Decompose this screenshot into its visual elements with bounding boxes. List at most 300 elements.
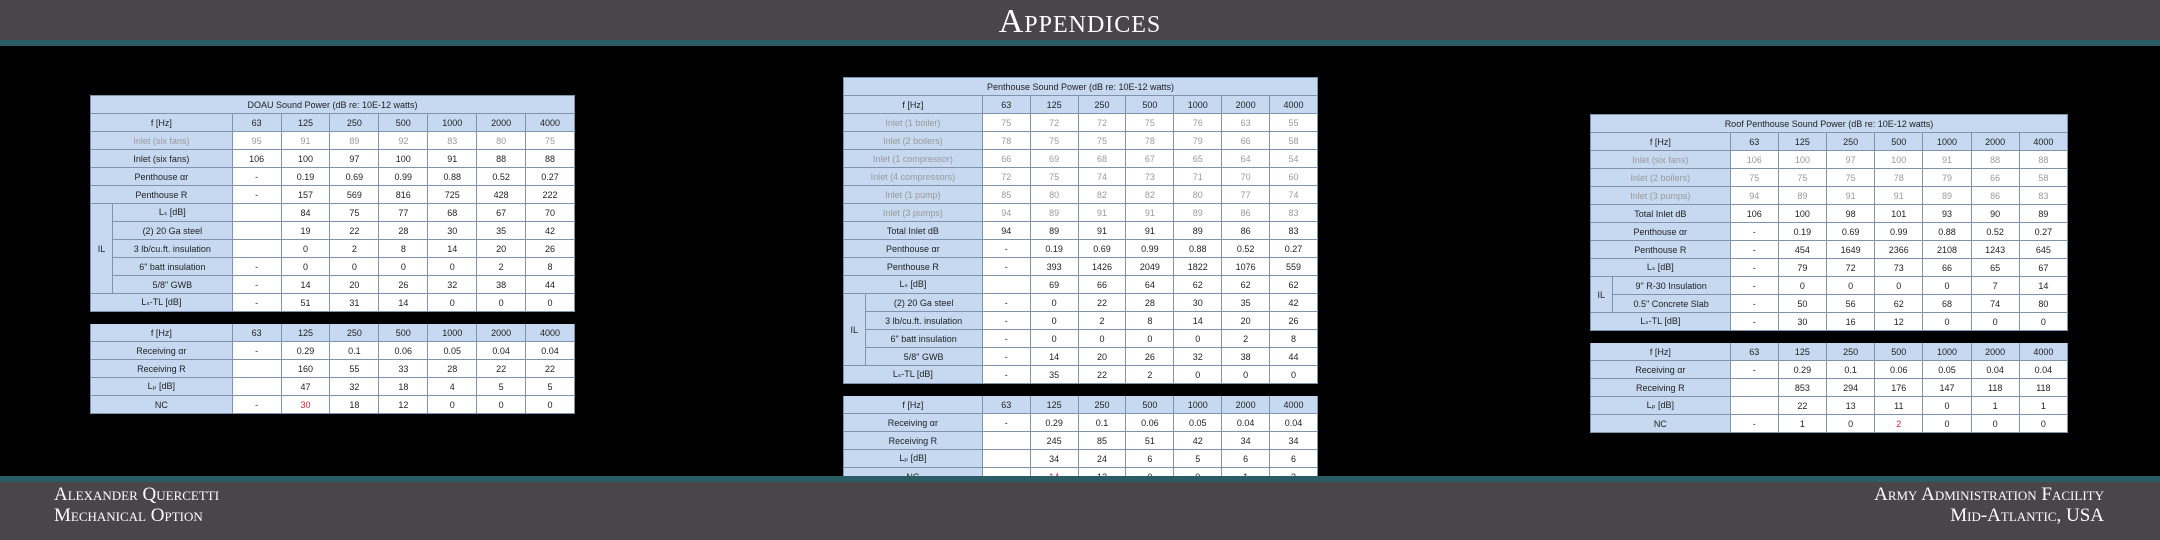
row-value: 63 xyxy=(1222,114,1270,132)
table-row xyxy=(1591,151,2068,169)
il-row-value: 2 xyxy=(477,258,526,276)
bottom-row-value: 18 xyxy=(330,396,379,414)
il-row-label: (2) 20 Ga steel xyxy=(112,222,232,240)
il-row-value: 2 xyxy=(1222,330,1270,348)
row-label: Inlet (1 compressor) xyxy=(844,150,983,168)
roof-penthouse-sound-power-table xyxy=(1590,114,2068,433)
row-value: 106 xyxy=(1730,151,1778,169)
row-value: 76 xyxy=(1174,114,1222,132)
row-value: 91 xyxy=(1078,222,1126,240)
il-row-value xyxy=(232,204,281,222)
ltl-value: 14 xyxy=(379,294,428,312)
footer-bar xyxy=(0,482,2160,540)
bottom-row-value: 294 xyxy=(1827,379,1875,397)
bottom-row-value: 853 xyxy=(1778,379,1826,397)
bottom-row xyxy=(91,342,575,360)
il-row-value: 20 xyxy=(1222,312,1270,330)
ltl-row xyxy=(844,366,1318,384)
row-value: 88 xyxy=(2019,151,2067,169)
il-group-label: IL xyxy=(1591,277,1613,313)
il-row-value: 14 xyxy=(1030,348,1078,366)
il-row-value: 0 xyxy=(1030,312,1078,330)
table-row xyxy=(1591,205,2068,223)
row-label: Total Inlet dB xyxy=(1591,205,1731,223)
band-header: 4000 xyxy=(526,114,575,132)
row-value: 89 xyxy=(1778,187,1826,205)
row-value: 86 xyxy=(1222,222,1270,240)
il-row-value: - xyxy=(232,276,281,294)
bottom-row-value: 55 xyxy=(330,360,379,378)
row-value: 62 xyxy=(1270,276,1318,294)
project-location: Mid-Atlantic, USA xyxy=(1950,505,2104,526)
row-value: 569 xyxy=(330,186,379,204)
row-value: 94 xyxy=(1730,187,1778,205)
row-value: 80 xyxy=(477,132,526,150)
bottom-row-value: 5 xyxy=(477,378,526,396)
row-value: 58 xyxy=(1270,132,1318,150)
bottom-row-value: 13 xyxy=(1827,397,1875,415)
bottom-row-value: 0.04 xyxy=(1270,414,1318,432)
bottom-row-value: 0.29 xyxy=(1778,361,1826,379)
row-value: 0.69 xyxy=(1078,240,1126,258)
il-row-value: 26 xyxy=(1270,312,1318,330)
bottom-row-value xyxy=(232,360,281,378)
bottom-row-value: 18 xyxy=(379,378,428,396)
il-row-value: 20 xyxy=(330,276,379,294)
il-row-value: 0 xyxy=(1126,330,1174,348)
row-value: - xyxy=(982,240,1030,258)
row-value: 67 xyxy=(1126,150,1174,168)
il-row-value: 2 xyxy=(1078,312,1126,330)
row-value: 82 xyxy=(1078,186,1126,204)
row-value: 88 xyxy=(526,150,575,168)
row-value: 66 xyxy=(1971,169,2019,187)
ltl-value: 0 xyxy=(428,294,477,312)
table-row xyxy=(844,150,1318,168)
bottom-row-value: 5 xyxy=(1174,450,1222,468)
row-value: 54 xyxy=(1270,150,1318,168)
table-title: Roof Penthouse Sound Power (dB re: 10E-12 watts) xyxy=(1591,115,2068,133)
bottom-band-header: 63 xyxy=(982,396,1030,414)
bottom-row-label: Receiving R xyxy=(1591,379,1731,397)
row-value: 92 xyxy=(379,132,428,150)
il-row-value: 14 xyxy=(1174,312,1222,330)
bottom-row xyxy=(1591,397,2068,415)
bottom-row-value: 42 xyxy=(1174,432,1222,450)
row-value: 816 xyxy=(379,186,428,204)
il-row-value: 7 xyxy=(1971,277,2019,295)
row-value: 428 xyxy=(477,186,526,204)
row-value xyxy=(982,276,1030,294)
bottom-row-value: 147 xyxy=(1923,379,1971,397)
row-value: 72 xyxy=(982,168,1030,186)
il-row-value: 32 xyxy=(428,276,477,294)
row-value: 100 xyxy=(1875,151,1923,169)
bottom-row-value: 0 xyxy=(428,396,477,414)
row-value: 91 xyxy=(1827,187,1875,205)
il-row-value: 22 xyxy=(1078,294,1126,312)
band-header: 1000 xyxy=(1923,133,1971,151)
il-row-value: 0 xyxy=(1875,277,1923,295)
row-label: Penthouse αr xyxy=(91,168,233,186)
bottom-row-value: 0 xyxy=(477,396,526,414)
il-row-value: 8 xyxy=(379,240,428,258)
band-header-label: f [Hz] xyxy=(844,96,983,114)
band-header-row xyxy=(91,114,575,132)
ltl-label: Lₛ-TL [dB] xyxy=(91,294,233,312)
bottom-row-value: 118 xyxy=(1971,379,2019,397)
row-value: 157 xyxy=(281,186,330,204)
il-row-value: 56 xyxy=(1827,295,1875,313)
separator-cell xyxy=(91,312,575,324)
row-label: Total Inlet dB xyxy=(844,222,983,240)
row-value: 73 xyxy=(1126,168,1174,186)
il-row-value: - xyxy=(982,294,1030,312)
row-value: 71 xyxy=(1174,168,1222,186)
row-value: - xyxy=(1730,241,1778,259)
bottom-row-value: 5 xyxy=(526,378,575,396)
row-value: 65 xyxy=(1971,259,2019,277)
row-label: Inlet (six fans) xyxy=(1591,151,1731,169)
bottom-row-value: 0.06 xyxy=(379,342,428,360)
il-row-value: 0 xyxy=(1778,277,1826,295)
row-value: 100 xyxy=(281,150,330,168)
il-row-value: 0 xyxy=(1827,277,1875,295)
bottom-row-label: Receiving αr xyxy=(91,342,233,360)
il-row xyxy=(91,222,575,240)
bottom-row xyxy=(1591,415,2068,433)
row-value: 2366 xyxy=(1875,241,1923,259)
bottom-row-value xyxy=(1730,379,1778,397)
row-value: 78 xyxy=(1875,169,1923,187)
band-header: 125 xyxy=(281,114,330,132)
row-value: 0.19 xyxy=(1030,240,1078,258)
row-value: 91 xyxy=(281,132,330,150)
il-row-value: 26 xyxy=(526,240,575,258)
bottom-row-value: 1 xyxy=(1971,397,2019,415)
table-row xyxy=(844,168,1318,186)
row-value: 91 xyxy=(1078,204,1126,222)
il-row-value: 20 xyxy=(1078,348,1126,366)
row-value: 91 xyxy=(1875,187,1923,205)
row-value: 94 xyxy=(982,222,1030,240)
row-value: 74 xyxy=(1078,168,1126,186)
il-row-value: - xyxy=(232,258,281,276)
row-value: 2108 xyxy=(1923,241,1971,259)
il-row-value: 8 xyxy=(1270,330,1318,348)
penthouse-sound-power-table xyxy=(843,77,1318,486)
bottom-row-value xyxy=(1730,397,1778,415)
bottom-row-value: 0.29 xyxy=(1030,414,1078,432)
row-value: 79 xyxy=(1923,169,1971,187)
bottom-band-header: 4000 xyxy=(1270,396,1318,414)
row-value: 0.27 xyxy=(1270,240,1318,258)
row-label: Lₛ [dB] xyxy=(1591,259,1731,277)
bottom-row-value: 34 xyxy=(1030,450,1078,468)
author-name: Alexander Quercetti xyxy=(54,484,220,505)
row-value: 94 xyxy=(982,204,1030,222)
il-row-value: 0 xyxy=(379,258,428,276)
bottom-band-header-row xyxy=(1591,343,2068,361)
il-row-value: 0 xyxy=(281,240,330,258)
bottom-row xyxy=(1591,379,2068,397)
separator-cell xyxy=(844,384,1318,396)
bottom-row-value: 47 xyxy=(281,378,330,396)
table-row xyxy=(91,150,575,168)
il-row-value: 14 xyxy=(281,276,330,294)
bottom-row-value: 2 xyxy=(1875,415,1923,433)
ltl-value: 51 xyxy=(281,294,330,312)
table-row xyxy=(844,204,1318,222)
row-value: 100 xyxy=(1778,151,1826,169)
bottom-row-value: 0.04 xyxy=(526,342,575,360)
separator-row xyxy=(91,312,575,324)
row-value: 83 xyxy=(1270,204,1318,222)
band-header: 500 xyxy=(1875,133,1923,151)
row-value: - xyxy=(1730,259,1778,277)
row-value: 88 xyxy=(477,150,526,168)
il-row-value: - xyxy=(1730,295,1778,313)
il-row xyxy=(91,258,575,276)
row-value: 0.27 xyxy=(526,168,575,186)
table-row xyxy=(91,186,575,204)
il-row-label: 9" R-30 Insulation xyxy=(1612,277,1730,295)
bottom-row-value xyxy=(232,378,281,396)
row-value: 64 xyxy=(1126,276,1174,294)
table-row xyxy=(1591,259,2068,277)
table-row xyxy=(844,276,1318,294)
row-value: 79 xyxy=(1778,259,1826,277)
row-value: 0.52 xyxy=(1222,240,1270,258)
row-value: 0.99 xyxy=(1126,240,1174,258)
bottom-row-value: 11 xyxy=(1875,397,1923,415)
bottom-row-value: 0.04 xyxy=(1971,361,2019,379)
row-value: 90 xyxy=(1971,205,2019,223)
row-value: 79 xyxy=(1174,132,1222,150)
row-value: 393 xyxy=(1030,258,1078,276)
il-row-value xyxy=(232,240,281,258)
bottom-row-label: Lₚ [dB] xyxy=(844,450,983,468)
ltl-value: 0 xyxy=(1174,366,1222,384)
table-row xyxy=(844,114,1318,132)
il-row-value: 28 xyxy=(379,222,428,240)
il-row-value: 75 xyxy=(330,204,379,222)
row-value: 75 xyxy=(1078,132,1126,150)
ltl-label: Lₛ-TL [dB] xyxy=(1591,313,1731,331)
bottom-row-value: 24 xyxy=(1078,450,1126,468)
il-row-label: 3 lb/cu.ft. insulation xyxy=(112,240,232,258)
band-header: 2000 xyxy=(1222,96,1270,114)
row-label: Inlet (six fans) xyxy=(91,132,233,150)
row-value: 89 xyxy=(1174,204,1222,222)
il-row-value: 22 xyxy=(330,222,379,240)
row-value: 74 xyxy=(1270,186,1318,204)
separator-cell xyxy=(1591,331,2068,343)
bottom-band-header: 1000 xyxy=(1174,396,1222,414)
row-value: 62 xyxy=(1174,276,1222,294)
il-row-value: 32 xyxy=(1174,348,1222,366)
il-row xyxy=(844,330,1318,348)
band-header: 2000 xyxy=(1971,133,2019,151)
row-value: 89 xyxy=(1923,187,1971,205)
bottom-row-label: Receiving R xyxy=(844,432,983,450)
il-row-value: 19 xyxy=(281,222,330,240)
row-value: 75 xyxy=(982,114,1030,132)
il-row xyxy=(1591,277,2068,295)
bottom-band-header-label: f [Hz] xyxy=(91,324,233,342)
il-row-value: 28 xyxy=(1126,294,1174,312)
row-value: 55 xyxy=(1270,114,1318,132)
il-row-value: 35 xyxy=(477,222,526,240)
table-row xyxy=(91,132,575,150)
il-row-value: 0 xyxy=(281,258,330,276)
bottom-row-value: 0.04 xyxy=(2019,361,2067,379)
table-row xyxy=(1591,223,2068,241)
row-value: - xyxy=(1730,223,1778,241)
bottom-band-header-label: f [Hz] xyxy=(844,396,983,414)
il-row-label: 6" batt insulation xyxy=(865,330,982,348)
row-value: 82 xyxy=(1126,186,1174,204)
bottom-row-value xyxy=(982,450,1030,468)
row-value: - xyxy=(982,258,1030,276)
bottom-row-value: 245 xyxy=(1030,432,1078,450)
row-value: 66 xyxy=(1923,259,1971,277)
row-label: Inlet (six fans) xyxy=(91,150,233,168)
row-value: 645 xyxy=(2019,241,2067,259)
row-label: Penthouse R xyxy=(91,186,233,204)
band-header-row xyxy=(844,96,1318,114)
bottom-band-header: 250 xyxy=(330,324,379,342)
row-value: 69 xyxy=(1030,276,1078,294)
row-value: 68 xyxy=(1078,150,1126,168)
row-value: 91 xyxy=(1126,222,1174,240)
bottom-band-header: 4000 xyxy=(2019,343,2067,361)
separator-row xyxy=(1591,331,2068,343)
row-value: 69 xyxy=(1030,150,1078,168)
ltl-value: - xyxy=(232,294,281,312)
row-value: 91 xyxy=(1126,204,1174,222)
row-value: 58 xyxy=(2019,169,2067,187)
footer-project xyxy=(1874,484,2104,526)
il-row-value: 62 xyxy=(1875,295,1923,313)
bottom-row-value: 160 xyxy=(281,360,330,378)
row-label: Penthouse R xyxy=(1591,241,1731,259)
row-value: 75 xyxy=(1778,169,1826,187)
bottom-row-label: Lₚ [dB] xyxy=(1591,397,1731,415)
band-header: 250 xyxy=(1078,96,1126,114)
bottom-row-value: 12 xyxy=(379,396,428,414)
row-value: 95 xyxy=(232,132,281,150)
band-header: 63 xyxy=(232,114,281,132)
il-row-value: 26 xyxy=(1126,348,1174,366)
il-row-value: 67 xyxy=(477,204,526,222)
row-value: 72 xyxy=(1030,114,1078,132)
ltl-value: - xyxy=(1730,313,1778,331)
row-value: 91 xyxy=(428,150,477,168)
bottom-row-label: Receiving R xyxy=(91,360,233,378)
il-row xyxy=(1591,295,2068,313)
il-row-value: 30 xyxy=(1174,294,1222,312)
il-row-value: 14 xyxy=(428,240,477,258)
bottom-row-value: 30 xyxy=(281,396,330,414)
bottom-band-header: 2000 xyxy=(477,324,526,342)
il-row-value: 26 xyxy=(379,276,428,294)
ltl-value: 2 xyxy=(1126,366,1174,384)
bottom-row-value: 0.06 xyxy=(1126,414,1174,432)
row-value: 454 xyxy=(1778,241,1826,259)
band-header: 63 xyxy=(982,96,1030,114)
bottom-row-value xyxy=(982,432,1030,450)
row-value: 75 xyxy=(1126,114,1174,132)
bottom-row-value: 22 xyxy=(1778,397,1826,415)
bottom-band-header: 125 xyxy=(1778,343,1826,361)
ltl-label: Lₛ-TL [dB] xyxy=(844,366,983,384)
band-header-label: f [Hz] xyxy=(91,114,233,132)
il-row-value: 42 xyxy=(526,222,575,240)
row-value: 83 xyxy=(428,132,477,150)
ltl-value: 0 xyxy=(477,294,526,312)
row-value: 72 xyxy=(1078,114,1126,132)
il-row-value: - xyxy=(982,312,1030,330)
row-value: 78 xyxy=(982,132,1030,150)
il-row-value: 0 xyxy=(1174,330,1222,348)
bottom-row-value: 0 xyxy=(526,396,575,414)
row-value: 67 xyxy=(2019,259,2067,277)
row-value: 0.19 xyxy=(281,168,330,186)
bottom-row xyxy=(844,432,1318,450)
il-row-value: 77 xyxy=(379,204,428,222)
il-row-value: 68 xyxy=(428,204,477,222)
bottom-band-header: 1000 xyxy=(428,324,477,342)
il-row-value: 2 xyxy=(330,240,379,258)
il-row-value: 42 xyxy=(1270,294,1318,312)
row-value: 89 xyxy=(330,132,379,150)
bottom-row-label: NC xyxy=(91,396,233,414)
row-value: 89 xyxy=(1030,222,1078,240)
ltl-row xyxy=(91,294,575,312)
table-row xyxy=(844,222,1318,240)
ltl-value: 0 xyxy=(2019,313,2067,331)
bottom-row-value: 32 xyxy=(330,378,379,396)
bottom-row-value: 0 xyxy=(1923,397,1971,415)
band-header: 500 xyxy=(1126,96,1174,114)
row-label: Inlet (2 boilers) xyxy=(1591,169,1731,187)
il-row xyxy=(844,294,1318,312)
row-value: 75 xyxy=(1030,132,1078,150)
row-value: 97 xyxy=(330,150,379,168)
band-header: 125 xyxy=(1778,133,1826,151)
bottom-row-value: 0 xyxy=(1827,415,1875,433)
bottom-row-label: NC xyxy=(1591,415,1731,433)
ltl-value: 0 xyxy=(1222,366,1270,384)
ltl-value: 22 xyxy=(1078,366,1126,384)
il-row-value: 0 xyxy=(1030,294,1078,312)
il-row-value: 74 xyxy=(1971,295,2019,313)
bottom-row-value: 28 xyxy=(428,360,477,378)
il-row-value: - xyxy=(982,348,1030,366)
row-label: Inlet (2 boilers) xyxy=(844,132,983,150)
bottom-row-value: 4 xyxy=(428,378,477,396)
bottom-band-header: 63 xyxy=(232,324,281,342)
il-row-value: 68 xyxy=(1923,295,1971,313)
row-value: 66 xyxy=(982,150,1030,168)
row-value: 91 xyxy=(1923,151,1971,169)
row-value: 0.99 xyxy=(379,168,428,186)
bottom-row-value: 6 xyxy=(1270,450,1318,468)
band-header: 63 xyxy=(1730,133,1778,151)
band-header: 4000 xyxy=(1270,96,1318,114)
band-header-row xyxy=(1591,133,2068,151)
